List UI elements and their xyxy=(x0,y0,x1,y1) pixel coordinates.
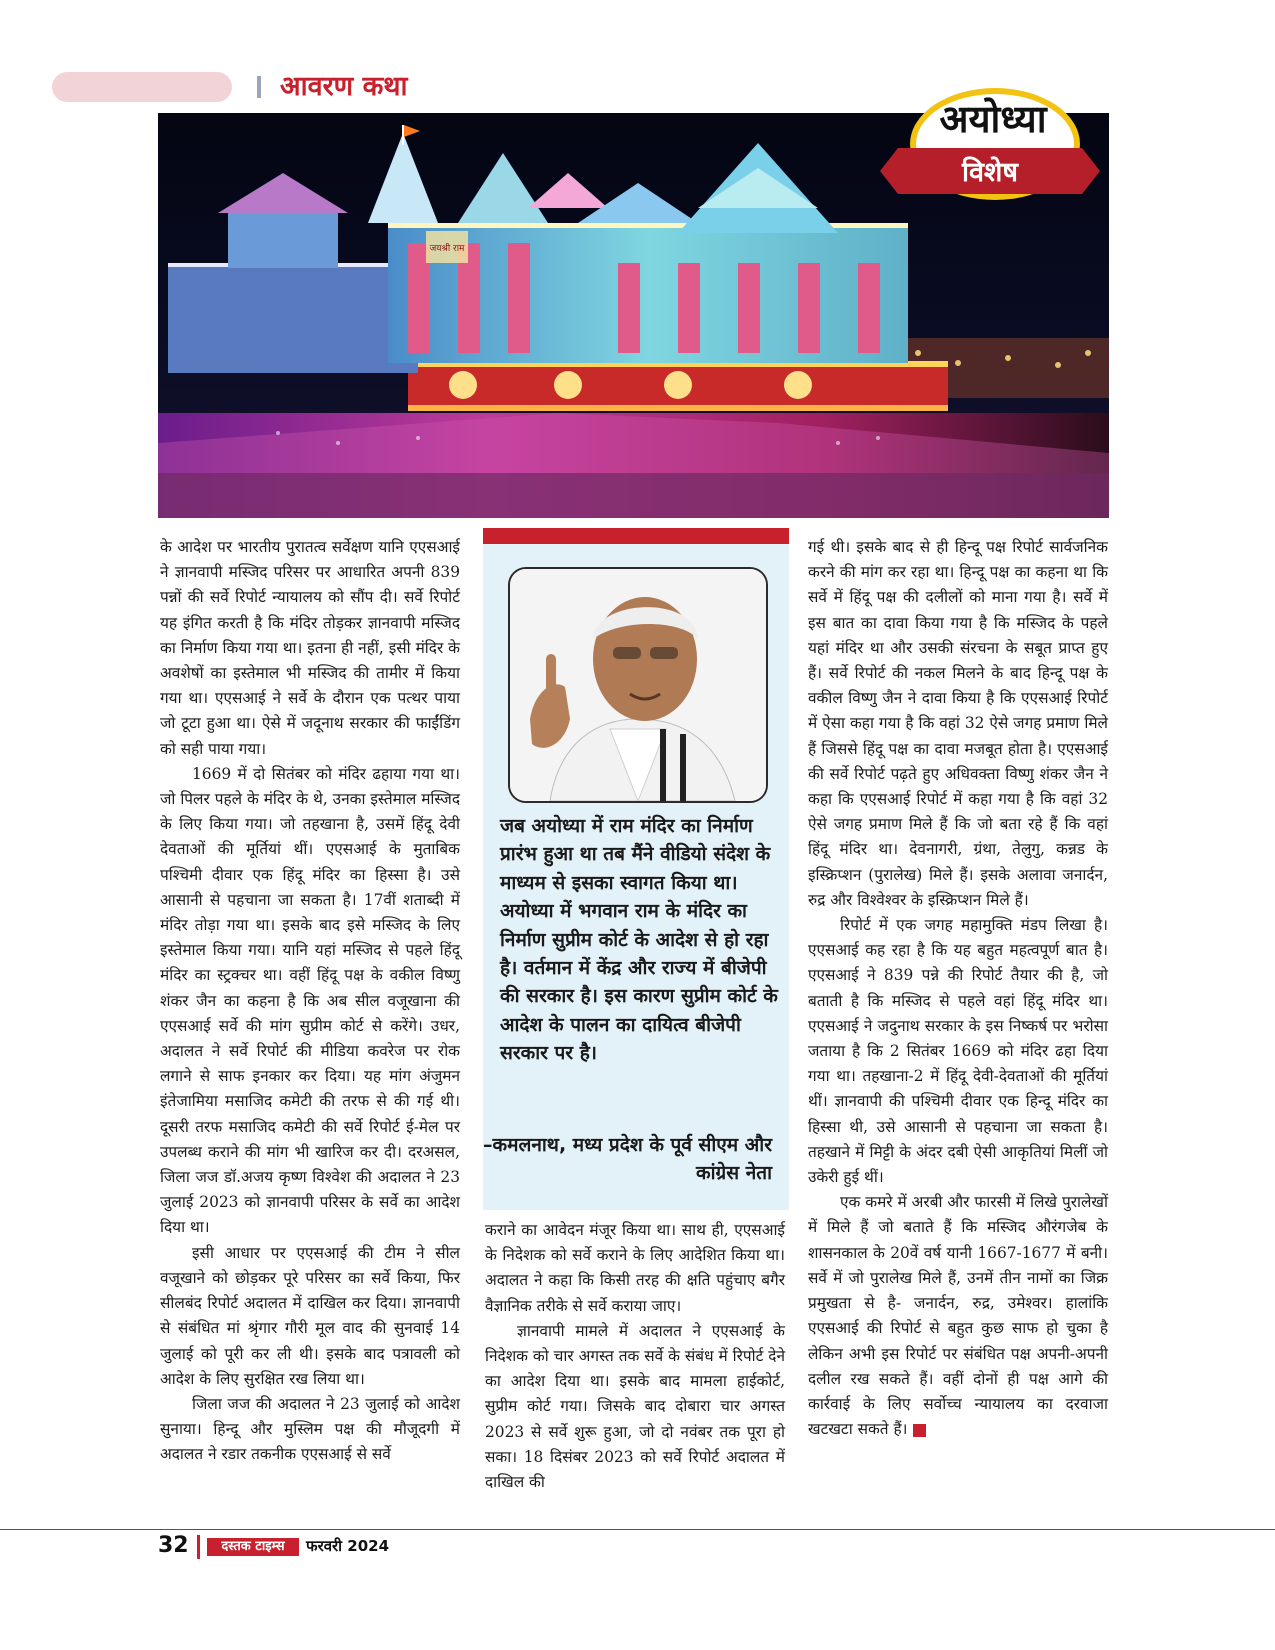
section-divider xyxy=(257,76,261,98)
paragraph xyxy=(808,1190,1108,1442)
article-column-2 xyxy=(485,1218,785,1495)
paragraph: इसी आधार पर एएसआई की टीम ने सील वजूखाने को छोड़कर पूरे परिसर का सर्वे किया, फिर सीलबंद रिपोर्ट अदालत में दाखिल कर दिया। ज्ञानवापी से संबंधित मां श्रृंगार गौरी मूल वाद की सुनवाई 14 जुलाई को पूरी कर ली थी। इसके बाद पत्रावली को आदेश के लिए सुरक्षित रख लिया था। xyxy=(160,1243,460,1388)
paragraph: के आदेश पर भारतीय पुरातत्व सर्वेक्षण यानि एएसआई ने ज्ञानवापी मस्जिद परिसर पर आधारित अपनी 839 पन्नों की सर्वे रिपोर्ट न्यायालय को सौंप दी। सर्वे रिपोर्ट यह इंगित करती है कि मंदिर तोड़कर ज्ञानवापी मस्जिद का निर्माण किया गया था। इतना ही नहीं, इसी मंदिर के अवशेषों का इस्तेमाल भी मस्जिद की तामीर में किया गया था। एएसआई ने सर्वे के दौरान एक पत्थर पाया जो टूटा हुआ था। ऐसे में जदूनाथ सरकार की फाईंडिंग को सही पाया गया। xyxy=(160,538,460,758)
quote-attribution: –कमलनाथ, मध्य प्रदेश के पूर्व सीएम और कांग्रेस नेता xyxy=(483,1134,772,1185)
section-title: आवरण कथा xyxy=(280,71,408,102)
paragraph: जिला जज की अदालत ने 23 जुलाई को आदेश सुनाया। हिन्दू और मुस्लिम पक्ष की मौजूदगी में अदालत ने रडार तकनीक एएसआई से सर्वे xyxy=(160,1394,460,1464)
page-number: 32 xyxy=(158,1533,189,1558)
paragraph: रिपोर्ट में एक जगह महामुक्ति मंडप लिखा है। एएसआई कह रहा है कि यह बहुत महत्वपूर्ण बात है। एएसआई ने 839 पन्ने की रिपोर्ट तैयार की है, जो बताती है कि मस्जिद से पहले वहां हिंदू मंदिर था। एएसआई ने जदुनाथ सरकार के इस निष्कर्ष पर भरोसा जताया है कि 2 सितंबर 1669 को मंदिर ढहा दिया गया था। तहखाना-2 में हिंदू देवी-देवताओं की मूर्तियां थीं। ज्ञानवापी की पश्चिमी दीवार एक हिन्दू मंदिर का हिस्सा थी, उसे आसानी से पहचाना जा सकता है। तहखाने में मिट्टी के अंदर दबी ऐसी आकृतियां मिलीं जो उकेरी हुई थीं। xyxy=(808,916,1108,1187)
paragraph: गई थी। इसके बाद से ही हिन्दू पक्ष रिपोर्ट सार्वजनिक करने की मांग कर रहा था। हिन्दू पक्ष का कहना था कि सर्वे में हिंदू पक्ष की दलीलों को माना गया है। सर्वे में इस बात का दावा किया गया है कि मस्जिद के पहले यहां मंदिर था और उसकी संरचना के सबूत प्राप्त हुए हैं। सर्वे रिपोर्ट की नकल मिलने के बाद हिन्दू पक्ष के वकील विष्णु जैन ने दावा किया है कि एएसआई रिपोर्ट में ऐसा कहा गया है कि वहां 32 ऐसे जगह प्रमाण मिले हैं जिससे हिंदू पक्ष का दावा मजबूत होता है। एएसआई की सर्वे रिपोर्ट पढ़ते हुए अधिवक्ता विष्णु शंकर जैन ने कहा कि एएसआई रिपोर्ट में कहा गया है कि वहां 32 ऐसे जगह प्रमाण मिले हैं कि जो बता रहे हैं कि वहां हिंदू मंदिर था। देवनागरी, ग्रंथा, तेलुगु, कन्नड के इस्क्रिप्शन (पुरालेख) मिले हैं। इसके अलावा जनार्दन, रुद्र और विश्वेश्वर के इस्क्रिप्शन मिले हैं। xyxy=(808,538,1108,909)
footer-separator xyxy=(197,1535,200,1559)
paragraph: 1669 में दो सितंबर को मंदिर ढहाया गया था। जो पिलर पहले के मंदिर के थे, उनका इस्तेमाल मस्जिद के लिए किया गया। जो तहखाना है, उसमें हिंदू देवी देवताओं की मूर्तियां थीं। एएसआई के मुताबिक पश्चिमी दीवार एक हिंदू मंदिर का हिस्सा है। उसे आसानी से पहचाना जा सकता है। 17वीं शताब्दी में मंदिर तोड़ा गया था। इसके बाद इसे मस्जिद के लिए इस्तेमाल किया गया। यानि यहां मस्जिद से पहले हिंदू मंदिर का स्ट्रक्चर था। वहीं हिंदू पक्ष के वकील विष्णु शंकर जैन का कहना है कि अब सील वजूखाना की एएसआई सर्वे की मांग सुप्रीम कोर्ट से करेंगे। उधर, अदालत ने सर्वे रिपोर्ट की मीडिया कवरेज पर रोक लगाने से साफ इनकार कर दिया। यह मांग अंजुमन इंतेजामिया मसाजिद कमेटी की तरफ से की गई थी। दूसरी तरफ मसाजिद कमेटी की सर्वे रिपोर्ट ई-मेल पर उपलब्ध कराने की मांग भी खारिज कर दी। दरअसल, जिला जज डॉ.अजय कृष्ण विश्वेश की अदालत ने 23 जुलाई 2023 को ज्ञानवापी परिसर के सर्वे का आदेश दिया था। xyxy=(160,764,460,1237)
badge-title: अयोध्या xyxy=(939,97,1047,141)
paragraph: कराने का आवेदन मंजूर किया था। साथ ही, एएसआई के निदेशक को सर्वे कराने के लिए आदेशित किया था। अदालत ने कहा कि किसी तरह की क्षति पहुंचाए बगैर वैज्ञानिक तरीके से सर्वे कराया जाए। xyxy=(485,1221,785,1315)
article-column-3 xyxy=(808,535,1108,1442)
issue-date: फरवरी 2024 xyxy=(306,1537,390,1555)
quote-text: जब अयोध्या में राम मंदिर का निर्माण प्रारंभ हुआ था तब मैंने वीडियो संदेश के माध्यम से इसका स्वागत किया था। अयोध्या में भगवान राम के मंदिर का निर्माण सुप्रीम कोर्ट के आदेश से हो रहा है। वर्तमान में केंद्र और राज्य में बीजेपी की सरकार है। इस कारण सुप्रीम कोर्ट के आदेश के पालन का दायित्व बीजेपी सरकार पर है। xyxy=(500,815,778,1065)
article-column-1 xyxy=(160,535,460,1468)
badge-subtitle: विशेष xyxy=(962,157,1018,188)
footer-rule xyxy=(0,1529,1275,1530)
magazine-logo: दस्तक टाइम्स xyxy=(207,1538,299,1556)
speaker-photo xyxy=(508,567,768,803)
paragraph-text: एक कमरे में अरबी और फारसी में लिखे पुरालेखों में मिले हैं जो बताते हैं कि मस्जिद औरंगजेब के शासनकाल के 20वें वर्ष यानी 1667-1677 में बनी। सर्वे में जो पुरालेख मिले हैं, उनमें तीन नामों का जिक्र प्रमुखता से है- जनार्दन, रुद्र, उमेश्वर। हालांकि एएसआई की रिपोर्ट से बहुत कुछ साफ हो चुका है लेकिन अभी इस रिपोर्ट पर संबंधित पक्ष अपनी-अपनी दलील रख सकते हैं। वहीं दोनों ही पक्ष आगे की कार्रवाई के लिए सर्वोच्च न्यायालय का दरवाजा खटखटा सकते हैं। xyxy=(808,1193,1108,1439)
end-of-article-mark xyxy=(913,1424,926,1437)
hero-banner-text: जयश्री राम xyxy=(429,244,465,254)
header-pill-decoration xyxy=(52,72,232,102)
quote-box-accent-bar xyxy=(483,528,789,544)
paragraph: ज्ञानवापी मामले में अदालत ने एएसआई के निदेशक को चार अगस्त तक सर्वे के संबंध में रिपोर्ट देने का आदेश दिया था। इसके बाद मामला हाईकोर्ट, सुप्रीम कोर्ट गया। जिसके बाद दोबारा चार अगस्त 2023 से सर्वे शुरू हुआ, जो दो नवंबर तक पूरा हो सका। 18 दिसंबर 2023 को सर्वे रिपोर्ट अदालत में दाखिल की xyxy=(485,1321,785,1492)
